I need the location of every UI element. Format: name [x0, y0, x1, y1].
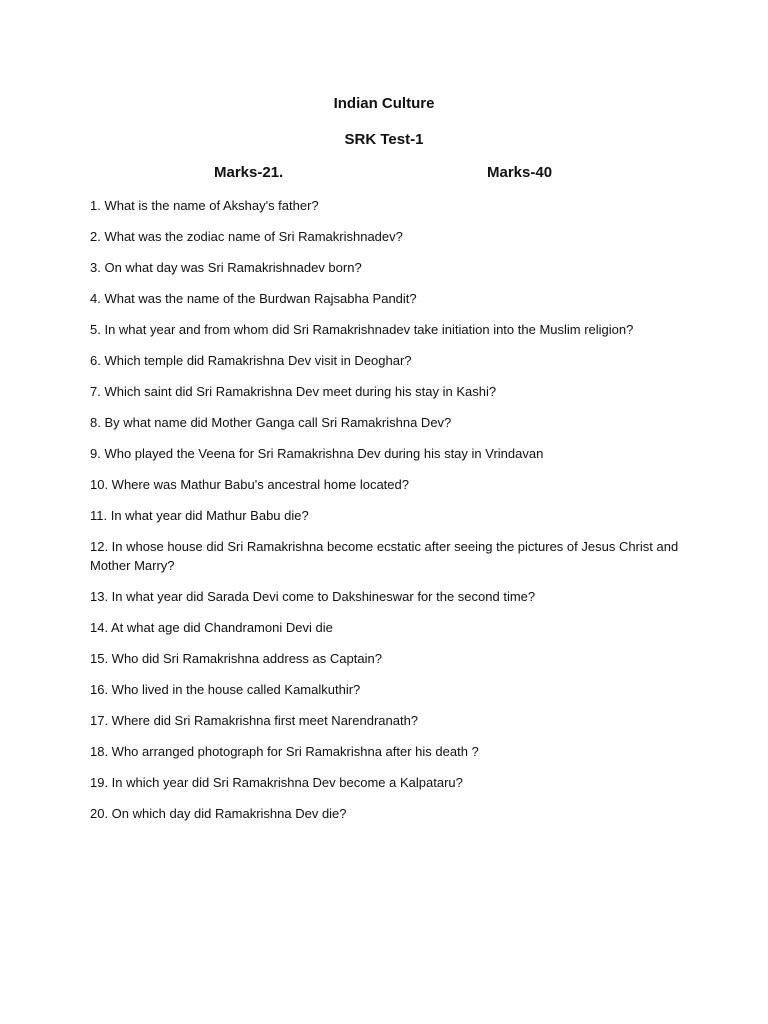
question-item: 16. Who lived in the house called Kamalkuthir? — [90, 682, 361, 697]
question-item: 17. Where did Sri Ramakrishna first meet Narendranath? — [90, 713, 419, 728]
question-item: 10. Where was Mathur Babu's ancestral home located? — [90, 477, 409, 492]
marks-right-label: Marks-40 — [487, 164, 553, 181]
question-item: 7. Which saint did Sri Ramakrishna Dev meet during his stay in Kashi? — [90, 384, 497, 399]
question-item: 11. In what year did Mathur Babu die? — [90, 508, 309, 523]
question-item: 15. Who did Sri Ramakrishna address as Captain? — [90, 651, 382, 666]
question-list — [90, 196, 690, 835]
question-item: 20. On which day did Ramakrishna Dev die? — [90, 806, 347, 821]
question-item: 3. On what day was Sri Ramakrishnadev born? — [90, 260, 362, 275]
question-item: 9. Who played the Veena for Sri Ramakrishna Dev during his stay in Vrindavan — [90, 446, 544, 461]
question-item: 13. In what year did Sarada Devi come to Dakshineswar for the second time? — [90, 589, 536, 604]
question-item: 19. In which year did Sri Ramakrishna Dev become a Kalpataru? — [90, 775, 463, 790]
question-item: 4. What was the name of the Burdwan Rajsabha Pandit? — [90, 291, 417, 306]
question-item: 5. In what year and from whom did Sri Ramakrishnadev take initiation into the Muslim religion? — [90, 322, 634, 337]
question-item: 12. In whose house did Sri Ramakrishna become ecstatic after seeing the pictures of Jesus Christ and Mother Marry? — [90, 539, 679, 573]
test-title: SRK Test-1 — [344, 131, 424, 148]
question-item: 18. Who arranged photograph for Sri Ramakrishna after his death ? — [90, 744, 479, 759]
document-title: Indian Culture — [333, 95, 435, 112]
question-item: 2. What was the zodiac name of Sri Ramakrishnadev? — [90, 229, 403, 244]
question-item: 1. What is the name of Akshay's father? — [90, 198, 319, 213]
question-item: 6. Which temple did Ramakrishna Dev visit in Deoghar? — [90, 353, 412, 368]
question-item: 14. At what age did Chandramoni Devi die — [90, 620, 333, 635]
question-item: 8. By what name did Mother Ganga call Sri Ramakrishna Dev? — [90, 415, 452, 430]
marks-left-label: Marks-21. — [214, 164, 284, 181]
